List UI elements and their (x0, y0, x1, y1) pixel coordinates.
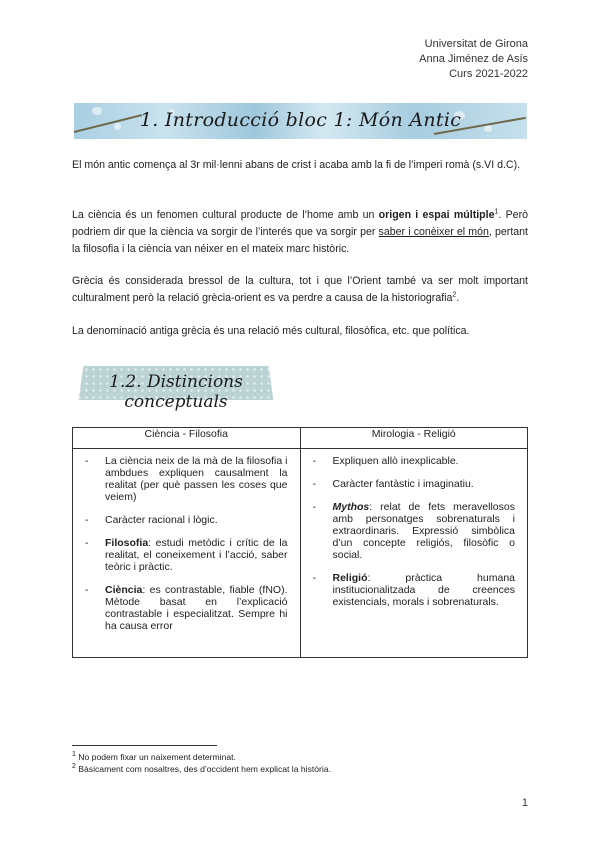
column-header-mythology: Mirologia - Religió (300, 428, 528, 449)
list-dash: - (85, 514, 89, 526)
list-item: - La ciència neix de la mà de la filosofia i ambdues expliquen causalment la realitat (per què passen les coses que veiem) (85, 455, 288, 503)
science-column-cell (73, 449, 301, 658)
footnote-2: $^2$ Bàsicament com nosaltres, des d’occident hem explicat la història. (72, 763, 331, 774)
list-dash: - (85, 537, 89, 549)
document-header (419, 37, 528, 82)
list-item: - Mythos: relat de fets meravellosos amb personatges sobrenaturals i extraordinaris. Expressió simbòlica d’un concepte religiós, filosòfic o social. (312, 501, 515, 561)
page-number: 1 (521, 797, 528, 809)
section-title-1: 1. Introducció bloc 1: Món Antic (139, 109, 462, 131)
list-item: - Ciència: es contrastable, fiable (fNO). Mètode basat en l’explicació contrastable i especialitzat. Sempre hi ha causa error (85, 584, 288, 632)
paragraph-3-text: Grècia és considerada bressol de la cultura, tot i que l’Orient també va ser molt important culturalment però la relació grècia-orient es va perdre a causa de la historiografia (72, 275, 528, 304)
column-header-science: Ciència - Filosofia (73, 428, 301, 449)
header-author: Anna Jiménez de Asís (419, 53, 528, 65)
paragraph-1: El món antic comença al 3r mil·lenni abans de crist i acaba amb la fi de l’imperi romà (s.VI d.C). (72, 159, 521, 171)
list-item: - Religió: pràctica humana institucionalitzada de creences existencials, morals i sobrenaturals. (312, 572, 515, 608)
header-university: Universitat de Girona (424, 38, 528, 50)
footnote-ref-1: 1 (494, 208, 499, 216)
list-dash: - (312, 478, 316, 490)
mythology-list (309, 455, 516, 608)
list-dash: - (85, 584, 89, 596)
footnote-1: $^1$ No podem fixar un naixement determinat. (72, 751, 236, 762)
list-dash: - (312, 501, 316, 513)
list-dash: - (312, 572, 316, 584)
paragraph-2-bold: origen i espai múltiple (378, 209, 495, 221)
comparison-table (72, 427, 528, 658)
list-item: - Caràcter racional i lògic. (85, 514, 218, 526)
list-dash: - (312, 455, 316, 467)
paragraph-2-text-c: , pertant la filosofia i la ciència van néixer en el mateix marc històric. (72, 226, 528, 255)
list-dash: - (85, 455, 89, 467)
section-banner-1 (74, 103, 527, 139)
list-item: - Expliquen allò inexplicable. (312, 455, 459, 467)
paragraph-2-text-b: . Però podriem dir que la ciència va sorgir de l’interés que va sorgir per (72, 209, 528, 238)
paragraph-4: La denominació antiga grècia és una relació més cultural, filosòfica, etc. que política. (72, 325, 470, 337)
paragraph-2-underlined: saber i conèixer el món (378, 226, 489, 238)
paragraph-2-text-a: La ciència és un fenomen cultural producte de l’home amb un (72, 209, 379, 221)
science-list (81, 455, 288, 632)
list-item: - Filosofia: estudi metòdic i crític de la realitat, el coneixement i l’acció, saber teòric i pràctic. (85, 537, 288, 573)
header-course: Curs 2021-2022 (449, 68, 528, 80)
footnote-divider (72, 745, 217, 746)
list-item: - Caràcter fantàstic i imaginatiu. (312, 478, 474, 490)
mythology-column-cell (300, 449, 528, 658)
section-banner-2 (76, 366, 276, 412)
section-title-2: 1.2. Distincions conceptuals (109, 372, 243, 412)
paragraph-2 (72, 207, 528, 258)
paragraph-3-end: . (456, 292, 460, 304)
paragraph-3 (72, 273, 528, 307)
footnote-ref-2: 2 (452, 291, 457, 299)
